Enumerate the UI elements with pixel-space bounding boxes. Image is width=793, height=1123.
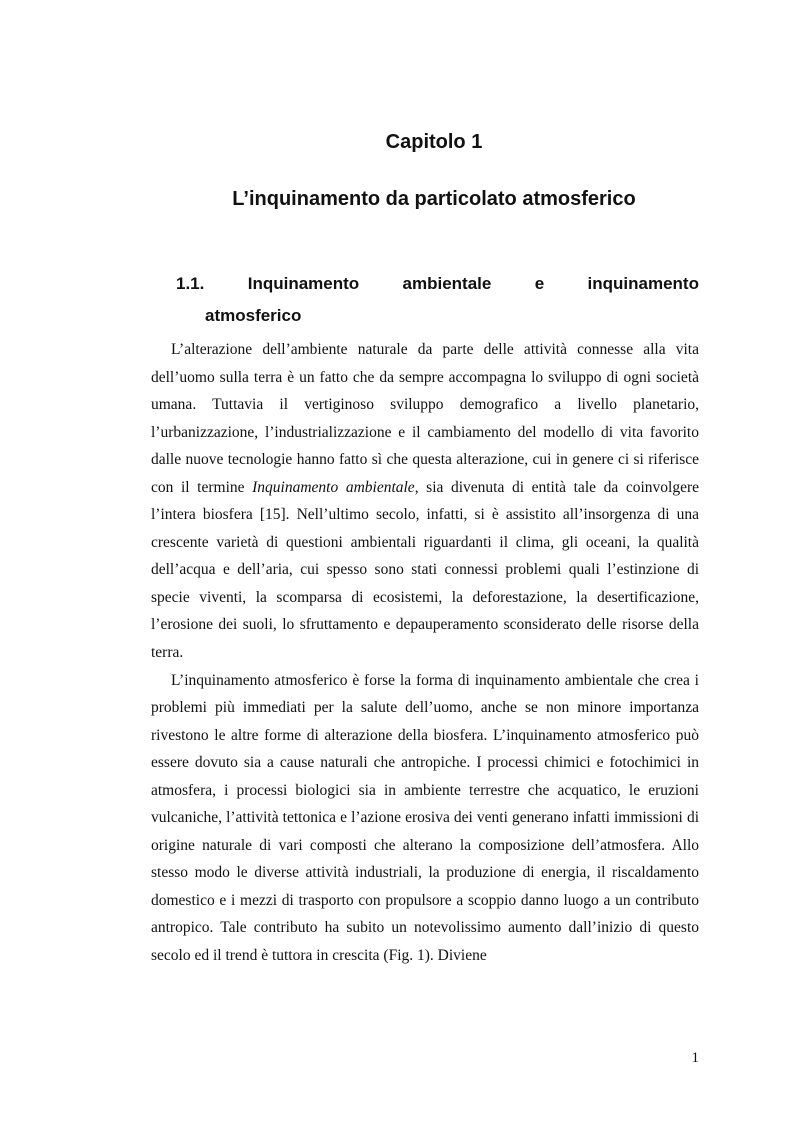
page-number: 1 <box>691 1050 699 1066</box>
section-title-word: inquinamento <box>587 274 699 293</box>
paragraph-1-text-start: L’alterazione dell’ambiente naturale da parte delle attività connesse alla vita dell’uomo sulla terra è un fatto che da sempre accompagna lo sviluppo di ogni società umana. Tuttavia il vertiginoso sviluppo demografico a livello planetario, l’urbanizzazione, l’industrializzazione e il cambiamento del modello di vita favorito dalle nuove tecnologie hanno fatto sì che questa alterazione, cui in genere ci si riferisce con il termine <box>151 341 699 496</box>
paragraph-1-text-end: , sia divenuta di entità tale da coinvolgere l’intera biosfera [15]. Nell’ultimo secolo, infatti, si è assistito all’insorgenza di una crescente varietà di questioni ambientali riguardanti il clima, gli oceani, la qualità dell’acqua e dell’aria, cui spesso sono stati connessi problemi quali l’estinzione di specie viventi, la scomparsa di ecosistemi, la deforestazione, la desertificazione, l’erosione dei suoli, lo sfruttamento e depauperamento sconsiderato delle risorse della terra. <box>151 478 699 662</box>
section-title-word: e <box>534 274 545 293</box>
section-title-word: ambientale <box>402 274 492 293</box>
italic-term: Inquinamento ambientale <box>252 478 415 496</box>
chapter-label: Capitolo 1 <box>385 131 483 153</box>
section-heading <box>176 268 699 332</box>
body-text <box>151 336 699 970</box>
chapter-title: L’inquinamento da particolato atmosferico <box>232 188 636 210</box>
section-heading-line-2: atmosferico <box>205 306 302 325</box>
paragraph-1 <box>151 336 699 667</box>
paragraph-2: L’inquinamento atmosferico è forse la forma di inquinamento ambientale che crea i problemi più immediati per la salute dell’uomo, anche se non minore importanza rivestono le altre forme di alterazione della biosfera. L’inquinamento atmosferico può essere dovuto sia a cause naturali che antropiche. I processi chimici e fotochimici in atmosfera, i processi biologici sia in ambiente terrestre che acquatico, le eruzioni vulcaniche, l’attività tettonica e l’azione erosiva dei venti generano infatti immissioni di origine naturale di vari composti che alterano la composizione dell’atmosfera. Allo stesso modo le diverse attività industriali, la produzione di energia, il riscaldamento domestico e i mezzi di trasporto con propulsore a scoppio danno luogo a un contributo antropico. Tale contributo ha subito un notevolissimo aumento dall’inizio di questo secolo ed il trend è tuttora in crescita (Fig. 1). Diviene <box>151 671 699 965</box>
section-title-word: Inquinamento <box>247 274 360 293</box>
section-heading-line-1 <box>176 268 699 300</box>
section-number: 1.1. <box>176 274 205 293</box>
